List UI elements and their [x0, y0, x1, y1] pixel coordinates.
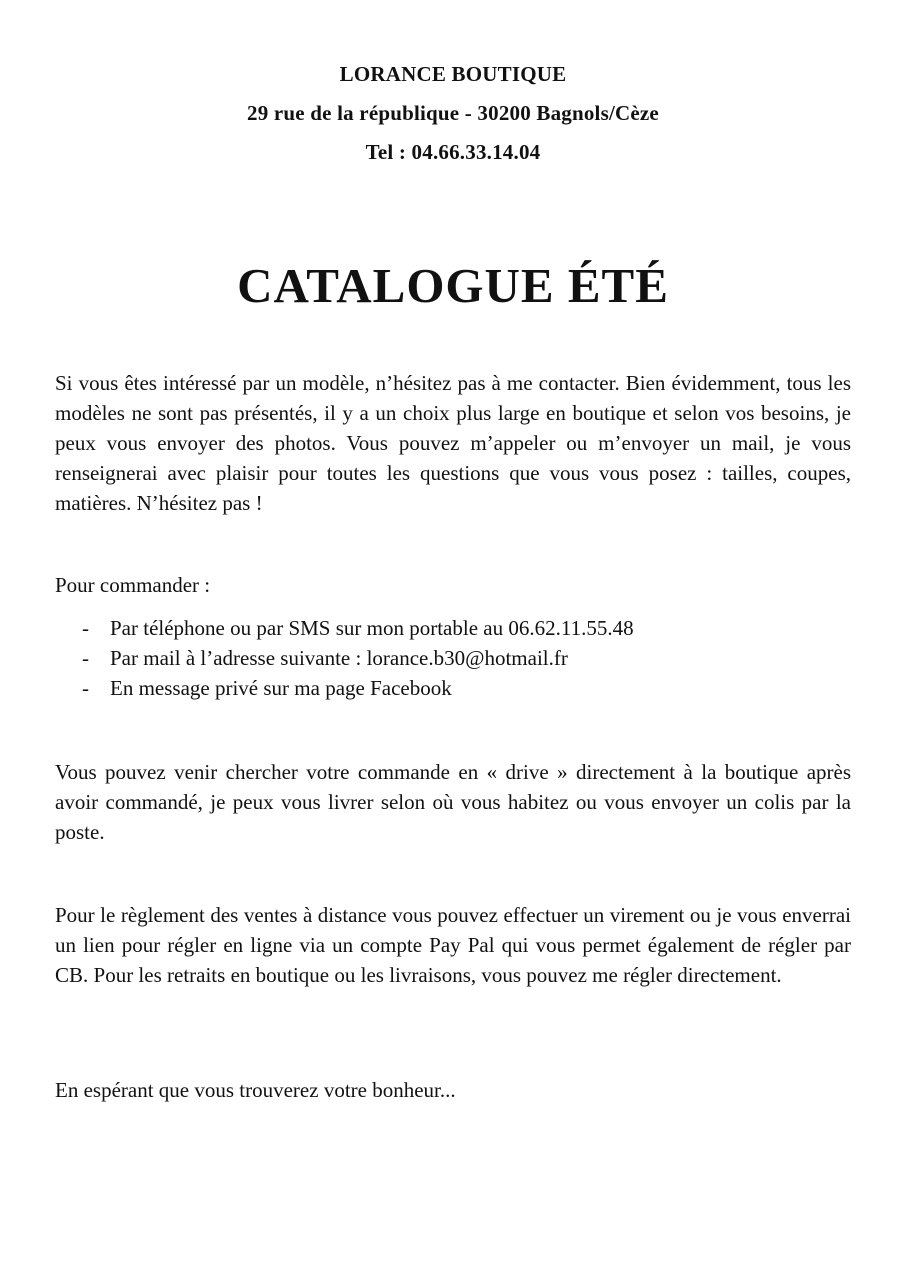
closing-line: En espérant que vous trouverez votre bonheur... — [55, 1078, 456, 1102]
order-method-facebook — [55, 673, 851, 703]
order-heading: Pour commander : — [55, 573, 211, 597]
order-methods-list — [55, 613, 851, 703]
shop-phone: Tel : 04.66.33.14.04 — [365, 140, 541, 164]
catalogue-title: CATALOGUE ÉTÉ — [237, 258, 669, 313]
list-bullet: - — [82, 646, 89, 670]
shop-address: 29 rue de la république - 30200 Bagnols/Cèze — [247, 101, 659, 125]
shop-header — [0, 55, 906, 172]
pickup-paragraph: Vous pouvez venir chercher votre commande en « drive » directement à la boutique après avoir commandé, je peux vous livrer selon où vous habitez ou vous envoyer un colis par la poste. — [55, 760, 851, 844]
intro-paragraph: Si vous êtes intéressé par un modèle, n’hésitez pas à me contacter. Bien évidemment, tous les modèles ne sont pas présentés, il y a un choix plus large en boutique et selon vos besoins, je peux vous envoyer des photos. Vous pouvez m’appeler ou m’envoyer un mail, je vous renseignerai avec plaisir pour toutes les questions que vous vous posez : tailles, coupes, matières. N’hésitez pas ! — [55, 371, 851, 515]
shop-name: LORANCE BOUTIQUE — [339, 62, 567, 86]
order-method-text: Par téléphone ou par SMS sur mon portable au 06.62.11.55.48 — [110, 616, 634, 640]
payment-paragraph: Pour le règlement des ventes à distance vous pouvez effectuer un virement ou je vous enverrai un lien pour régler en ligne via un compte Pay Pal qui vous permet également de régler par CB. Pour les retraits en boutique ou les livraisons, vous pouvez me régler directement. — [55, 903, 851, 987]
order-method-text: En message privé sur ma page Facebook — [110, 676, 452, 700]
list-bullet: - — [82, 676, 89, 700]
order-method-phone — [55, 613, 851, 643]
order-method-text: Par mail à l’adresse suivante : lorance.b30@hotmail.fr — [110, 646, 568, 670]
list-bullet: - — [82, 616, 89, 640]
order-method-mail — [55, 643, 851, 673]
